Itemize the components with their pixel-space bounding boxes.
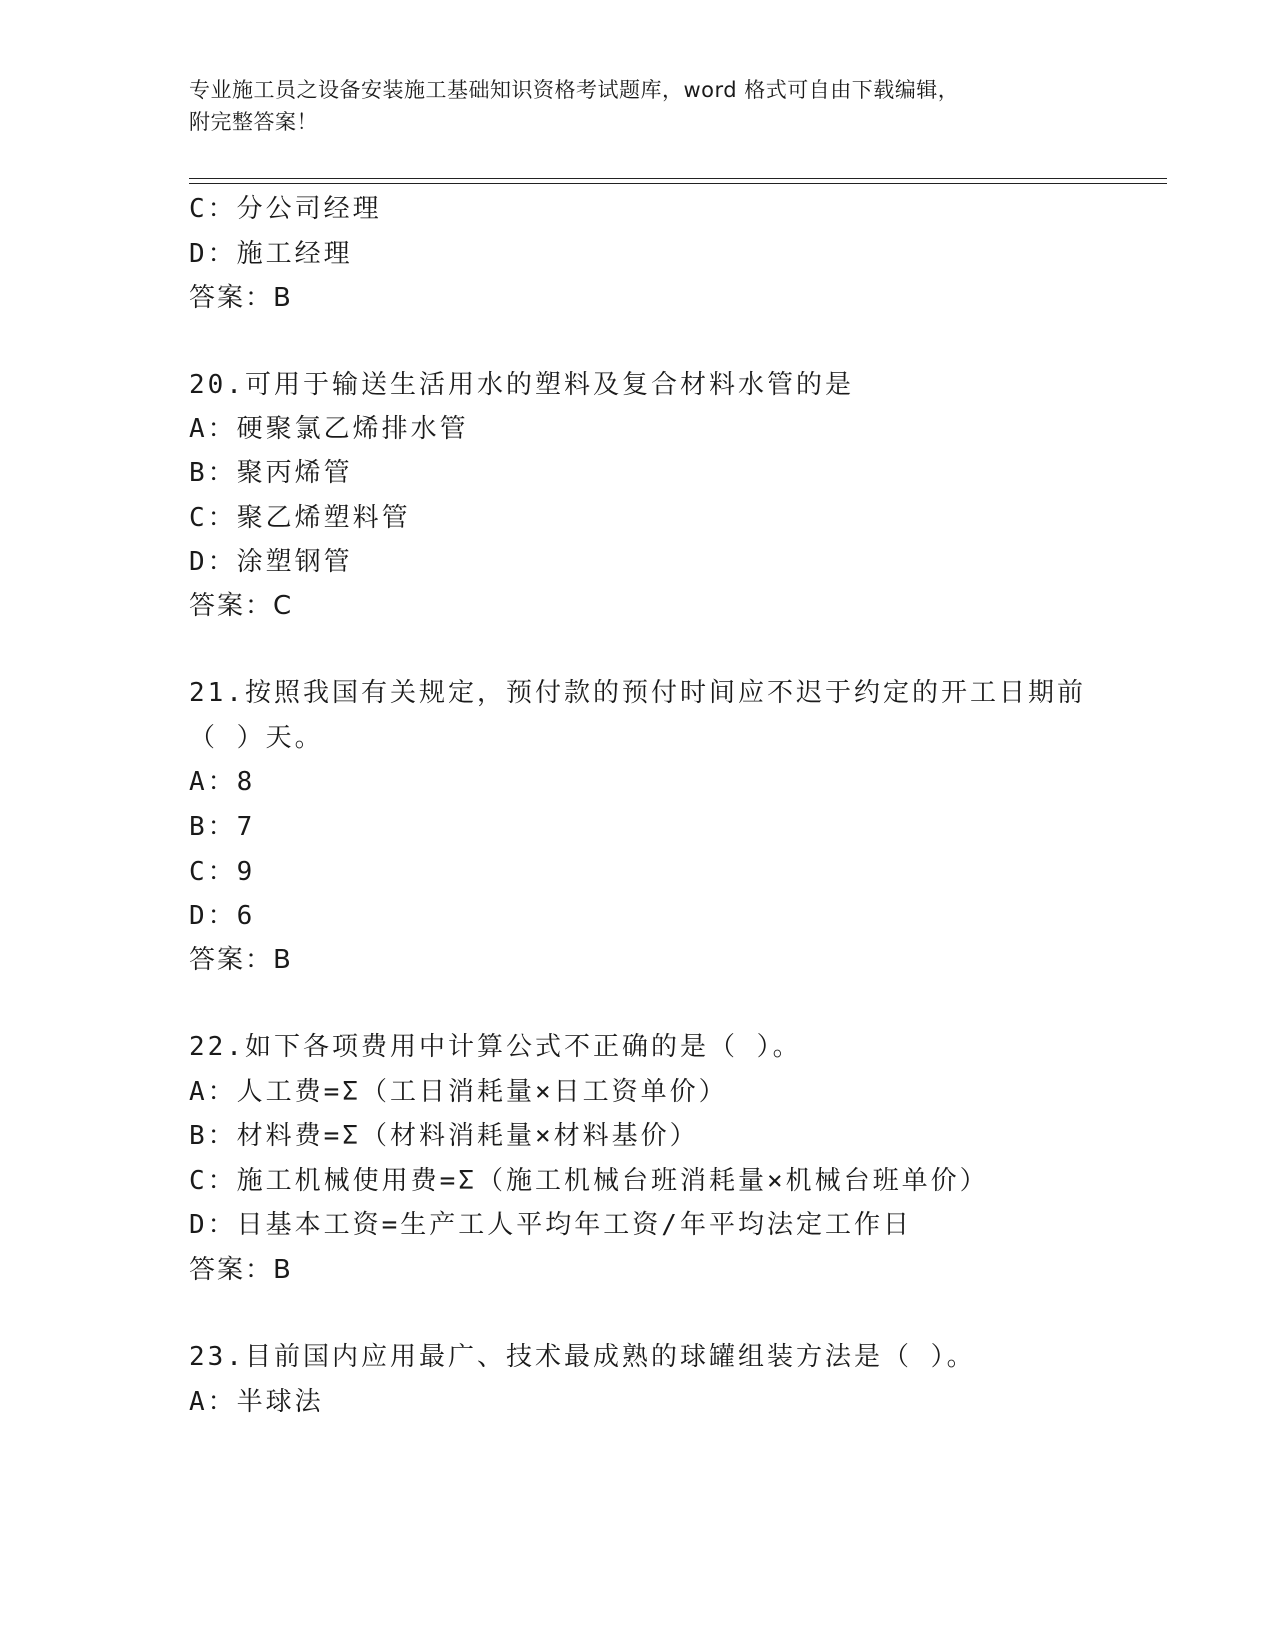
q19-option-d: D：施工经理 bbox=[189, 239, 353, 269]
q21-option-a: A：8 bbox=[189, 767, 256, 797]
q22-question: 22.如下各项费用中计算公式不正确的是（ ）。 bbox=[189, 1032, 802, 1062]
q20-option-a: A：硬聚氯乙烯排水管 bbox=[189, 414, 469, 444]
header-rule-bottom bbox=[189, 183, 1167, 184]
header-rule-top bbox=[189, 178, 1167, 179]
q20-option-b: B：聚丙烯管 bbox=[189, 458, 353, 488]
q23-question: 23.目前国内应用最广、技术最成熟的球罐组装方法是（ ）。 bbox=[189, 1342, 976, 1372]
q20-option-c: C：聚乙烯塑料管 bbox=[189, 503, 411, 533]
q19-option-c: C：分公司经理 bbox=[189, 194, 382, 224]
q22-option-c: C：施工机械使用费=Σ（施工机械台班消耗量×机械台班单价） bbox=[189, 1166, 989, 1196]
q21-option-d: D：6 bbox=[189, 901, 256, 931]
q22-answer: 答案：B bbox=[189, 1255, 293, 1285]
q20-option-d: D：涂塑钢管 bbox=[189, 547, 353, 577]
q22-option-a: A：人工费=Σ（工日消耗量×日工资单价） bbox=[189, 1077, 728, 1107]
q23-option-a: A：半球法 bbox=[189, 1387, 324, 1417]
q19-answer: 答案：B bbox=[189, 283, 293, 313]
document-header bbox=[189, 74, 1089, 138]
q21-question-line-2: （ ）天。 bbox=[189, 723, 324, 753]
header-line-2: 附完整答案！ bbox=[189, 110, 318, 134]
q21-option-b: B：7 bbox=[189, 812, 256, 842]
q20-answer: 答案：C bbox=[189, 591, 294, 621]
header-line-1: 专业施工员之设备安装施工基础知识资格考试题库，word 格式可自由下载编辑， bbox=[189, 78, 960, 102]
q21-answer: 答案：B bbox=[189, 945, 293, 975]
q21-option-c: C：9 bbox=[189, 857, 256, 887]
q22-option-b: B：材料费=Σ（材料消耗量×材料基价） bbox=[189, 1121, 699, 1151]
q22-option-d: D：日基本工资=生产工人平均年工资/年平均法定工作日 bbox=[189, 1210, 912, 1240]
q20-question: 20.可用于输送生活用水的塑料及复合材料水管的是 bbox=[189, 370, 854, 400]
q21-question-line-1: 21.按照我国有关规定，预付款的预付时间应不迟于约定的开工日期前 bbox=[189, 678, 1086, 708]
